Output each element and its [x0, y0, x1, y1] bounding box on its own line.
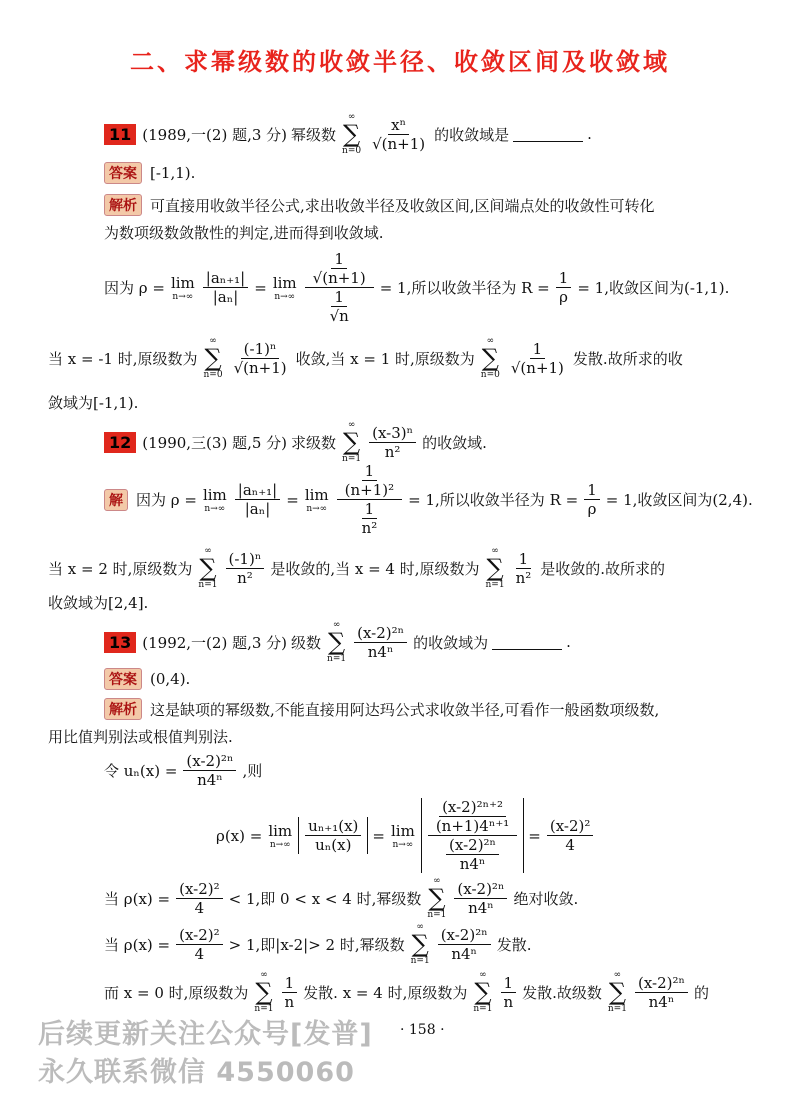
q12-number: 12	[104, 432, 136, 453]
q12-cases: 当 x = 2 时,原级数为 ∞ ∑ n=1 $\frac{\text{(-1)ⁿ}}{\text{n²}}$ 是收敛的,当 x = 4 时,原级数为 ∞ ∑ n=1 $\frac{1}{\text{n²}}$ 是收敛的.故所求的	[48, 546, 666, 590]
q11-pre: 幂级数	[291, 125, 337, 144]
section-title: 二、求幂级数的收敛半径、收敛区间及收敛域	[130, 48, 670, 76]
q11-post: 的收敛域是	[434, 125, 510, 144]
q11-source: (1989,一(2) 题,3 分)	[142, 125, 288, 144]
q13-let: 令 uₙ(x) = $\frac{\text{(x-2)²ⁿ}}{\text{n4ⁿ}}$ ,则	[104, 752, 263, 789]
q13-answer: 答案 (0,4).	[104, 668, 190, 690]
q13-line: 13 (1992,一(2) 题,3 分) 级数 ∞ ∑ n=1 $\frac{\text{(x-2)²ⁿ}}{\text{n4ⁿ}}$ 的收敛域为 .	[104, 620, 571, 664]
q11-analysis-1: 解析 可直接用收敛半径公式,求出收敛半径及收敛区间,区间端点处的收敛性可转化	[104, 194, 655, 216]
q13-analysis-2: 用比值判别法或根值判别法.	[48, 728, 233, 746]
q11-conclusion: 敛域为[-1,1).	[48, 394, 139, 412]
analysis-tag: 解析	[104, 194, 142, 216]
q13-number: 13	[104, 632, 136, 653]
q12-line: 12 (1990,三(3) 题,5 分) 求级数 ∞ ∑ n=1 $\frac{\text{(x-3)ⁿ}}{\text{n²}}$ 的收敛域.	[104, 420, 487, 464]
q13-blank	[492, 635, 562, 650]
q11-number: 11	[104, 124, 136, 145]
q13-case-3: 而 x = 0 时,原级数为 ∞ ∑ n=1 $\frac{1}{n}$ 发散. x = 4 时,原级数为 ∞ ∑ n=1 $\frac{1}{n}$ 发散.故级数 ∞ ∑ n=1 $\frac{\text{(x-2)²ⁿ}}{\text{n4ⁿ}}$ 的	[104, 970, 709, 1014]
q11-sum: ∞ ∑ n=0	[342, 112, 362, 156]
q11-blank	[513, 127, 583, 142]
q13-rho-formula: ρ(x) = lim n→∞ $\frac{\text{uₙ₊₁(x)}}{\text{uₙ(x)}}$ = lim n→∞ $\frac{\frac{\text{(x-2)²ⁿ⁺²}}{\text{(n+1)4ⁿ⁺¹}}}{\frac{\text{(x-2)²ⁿ}}{\text{n4ⁿ}}}$ = $\frac{\text{(x-2)²}}{4}$	[216, 798, 595, 873]
q13-case-1: 当 ρ(x) = $\frac{\text{(x-2)²}}{4}$ < 1,即 0 < x < 4 时,幂级数 ∞ ∑ n=1 $\frac{\text{(x-2)²ⁿ}}{\text{n4ⁿ}}$ 绝对收敛.	[104, 876, 579, 920]
page-number: · 158 ·	[400, 1022, 445, 1038]
q11-fraction: $\frac{\text{xⁿ}}{√(n+1)}$	[372, 115, 426, 153]
q11-analysis-2: 为数项级数敛散性的判定,进而得到收敛域.	[104, 224, 384, 242]
q11-rho-formula: 因为 ρ = lim n→∞ $\frac{\text{|aₙ₊₁|}}{\text{|aₙ|}}$ = lim n→∞ $\frac{\frac{1}{√(n+1)}}{\frac{1}{√n}}$ = 1,所以收敛半径为 R = $\frac{1}{\rho}$ = 1,收敛区间为(-1,1).	[104, 250, 730, 325]
solution-tag: 解	[104, 489, 128, 511]
q11-answer: 答案 [-1,1).	[104, 162, 195, 184]
q11-cases: 当 x = -1 时,原级数为 ∞ ∑ n=0 $\frac{\text{(-1)ⁿ}}{√(n+1)}$ 收敛,当 x = 1 时,原级数为 ∞ ∑ n=0 $\frac{1}{√(n+1)}$ 发散.故所求的收	[48, 336, 683, 380]
q12-solution: 解 因为 ρ = lim n→∞ $\frac{\text{|aₙ₊₁|}}{\text{|aₙ|}}$ = lim n→∞ $\frac{\frac{1}{\text{(n+1)²}}}{\frac{1}{\text{n²}}}$ = 1,所以收敛半径为 R = $\frac{1}{\rho}$ = 1,收敛区间为(2,4).	[104, 462, 753, 537]
watermark-line-2: 永久联系微信 4550060	[38, 1057, 355, 1088]
q12-conclusion: 收敛域为[2,4].	[48, 594, 149, 612]
q11-line: 11 (1989,一(2) 题,3 分) 幂级数 ∞ ∑ n=0 $\frac{\text{xⁿ}}{√(n+1)}$ 的收敛域是 .	[104, 112, 592, 156]
watermark-line-1: 后续更新关注公众号[发普]	[38, 1019, 373, 1050]
q13-case-2: 当 ρ(x) = $\frac{\text{(x-2)²}}{4}$ > 1,即|x-2|> 2 时,幂级数 ∞ ∑ n=1 $\frac{\text{(x-2)²ⁿ}}{\text{n4ⁿ}}$ 发散.	[104, 922, 532, 966]
q13-analysis-1: 解析 这是缺项的幂级数,不能直接用阿达玛公式求收敛半径,可看作一般函数项级数,	[104, 698, 659, 720]
answer-tag: 答案	[104, 162, 142, 184]
